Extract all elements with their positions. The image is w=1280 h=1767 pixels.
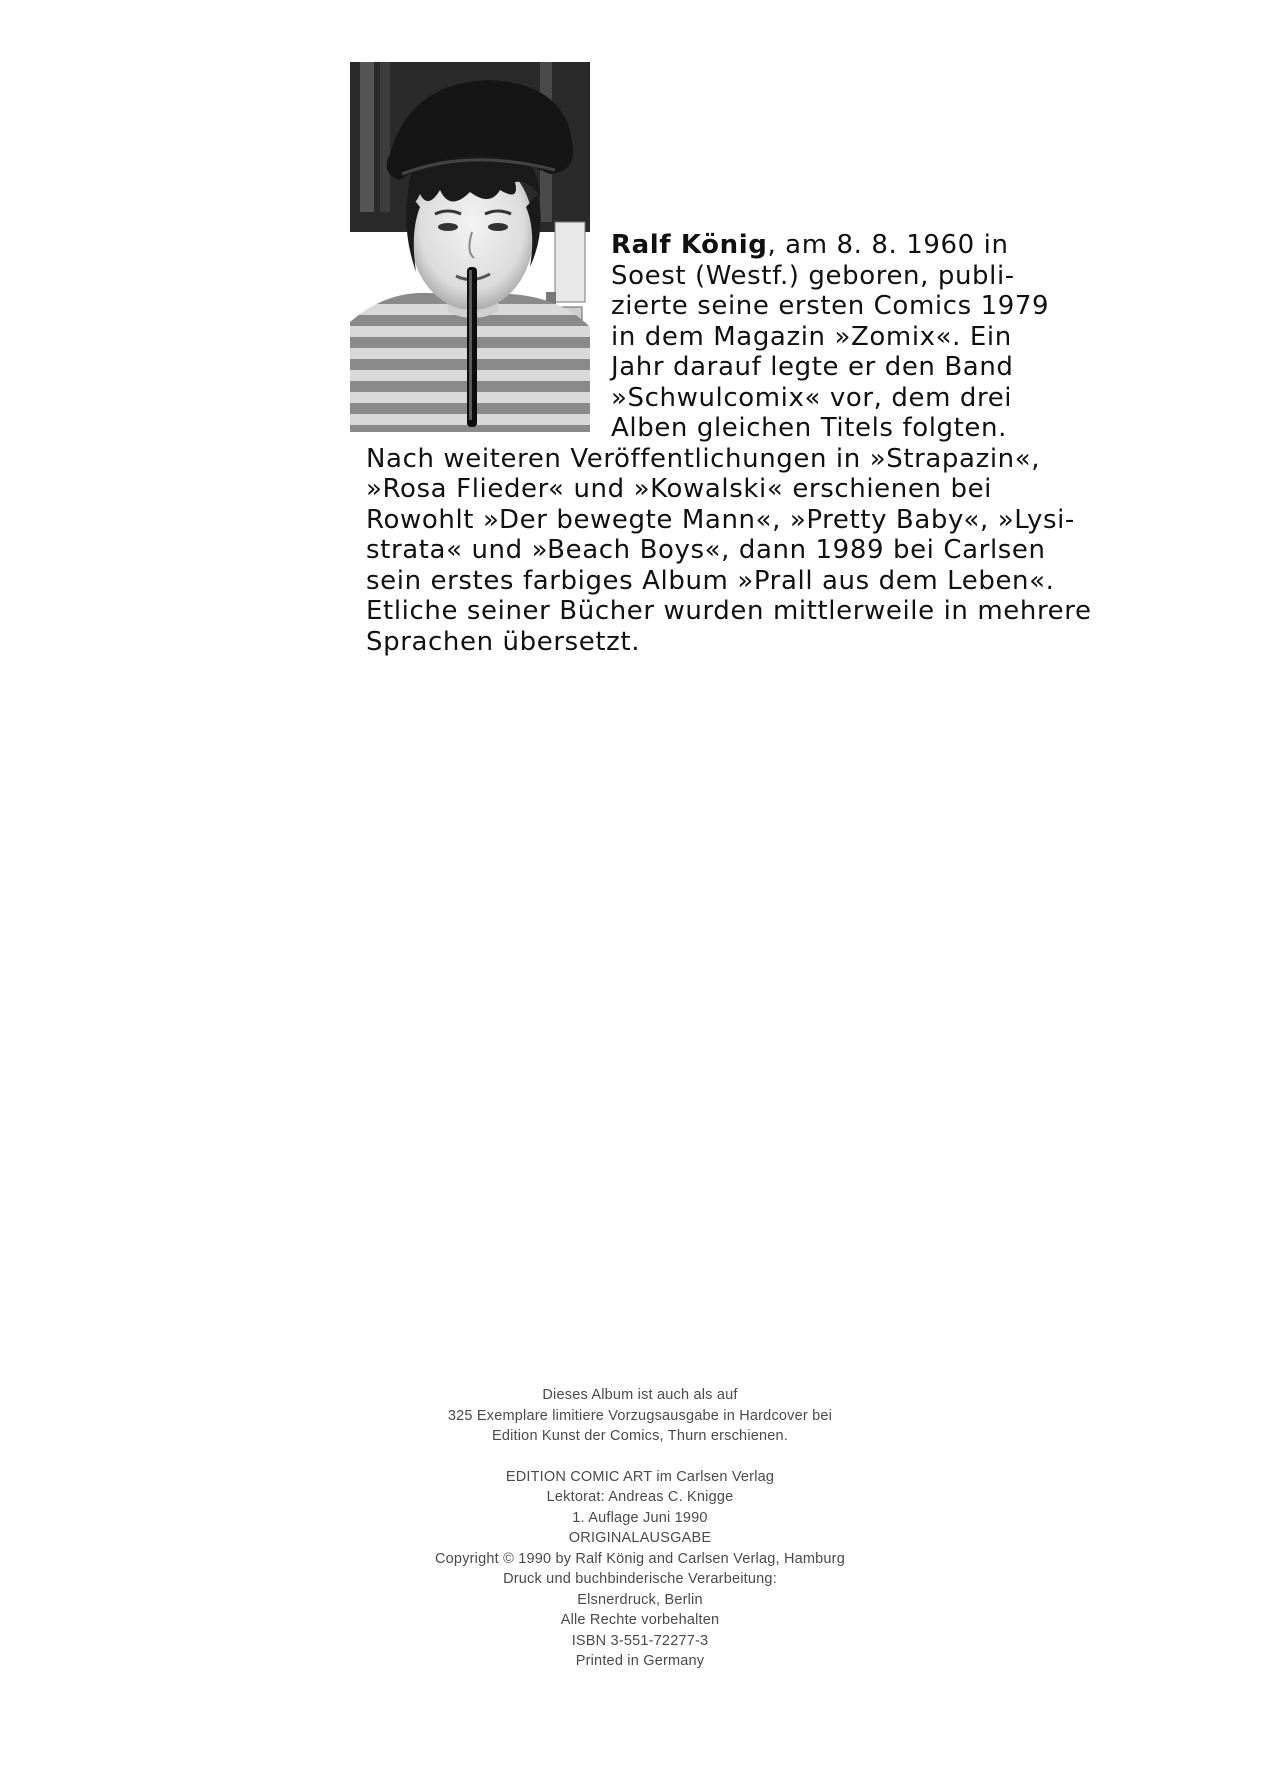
bio-line: Sprachen übersetzt. <box>366 626 641 657</box>
imprint-line: Edition Kunst der Comics, Thurn erschienen. <box>491 1428 789 1444</box>
bio-line: Soest (Westf.) geboren, publi- <box>611 260 1015 291</box>
imprint-colophon <box>340 1385 940 1672</box>
author-biography <box>366 230 1092 657</box>
imprint-line: Alle Rechte vorbehalten <box>560 1612 720 1628</box>
imprint-line: ORIGINALAUSGABE <box>568 1530 712 1546</box>
imprint-line: Druck und buchbinderische Verarbeitung: <box>503 1571 777 1587</box>
bio-line: in dem Magazin »Zomix«. Ein <box>611 321 1012 352</box>
imprint-line: Dieses Album ist auch als auf <box>542 1387 738 1403</box>
imprint-line: 325 Exemplare limitiere Vorzugsausgabe in Hardcover bei <box>447 1407 833 1424</box>
bio-line: Nach weiteren Veröffentlichungen in »Strapazin«, <box>366 443 1041 474</box>
imprint-line: 1. Auflage Juni 1990 <box>572 1509 708 1526</box>
bio-line: »Schwulcomix« vor, dem drei <box>611 382 1013 413</box>
bio-line: Ralf König, am 8. 8. 1960 in <box>611 230 1009 260</box>
imprint-line: Copyright © 1990 by Ralf König and Carlsen Verlag, Hamburg <box>435 1550 845 1567</box>
bio-line: »Rosa Flieder« und »Kowalski« erschienen bei <box>366 474 992 504</box>
bio-line: Alben gleichen Titels folgten. <box>611 413 1007 443</box>
imprint-line: EDITION COMIC ART im Carlsen Verlag <box>505 1468 775 1485</box>
imprint-spacer <box>340 1447 940 1467</box>
imprint-line: ISBN 3-551-72277-3 <box>571 1632 709 1649</box>
bio-line: strata« und »Beach Boys«, dann 1989 bei Carlsen <box>366 535 1046 565</box>
bio-line: zierte seine ersten Comics 1979 <box>611 291 1050 321</box>
bio-line: sein erstes farbiges Album »Prall aus dem Leben«. <box>366 565 1055 596</box>
bio-line: Jahr darauf legte er den Band <box>611 352 1014 382</box>
imprint-line: Elsnerdruck, Berlin <box>577 1591 703 1608</box>
bio-line: Rowohlt »Der bewegte Mann«, »Pretty Baby«, »Lysi- <box>366 504 1075 535</box>
imprint-line: Lektorat: Andreas C. Knigge <box>546 1489 734 1505</box>
bio-line: Etliche seiner Bücher wurden mittlerweile in mehrere <box>366 596 1092 626</box>
author-name: Ralf König <box>611 230 768 260</box>
imprint-line: Printed in Germany <box>575 1653 705 1669</box>
